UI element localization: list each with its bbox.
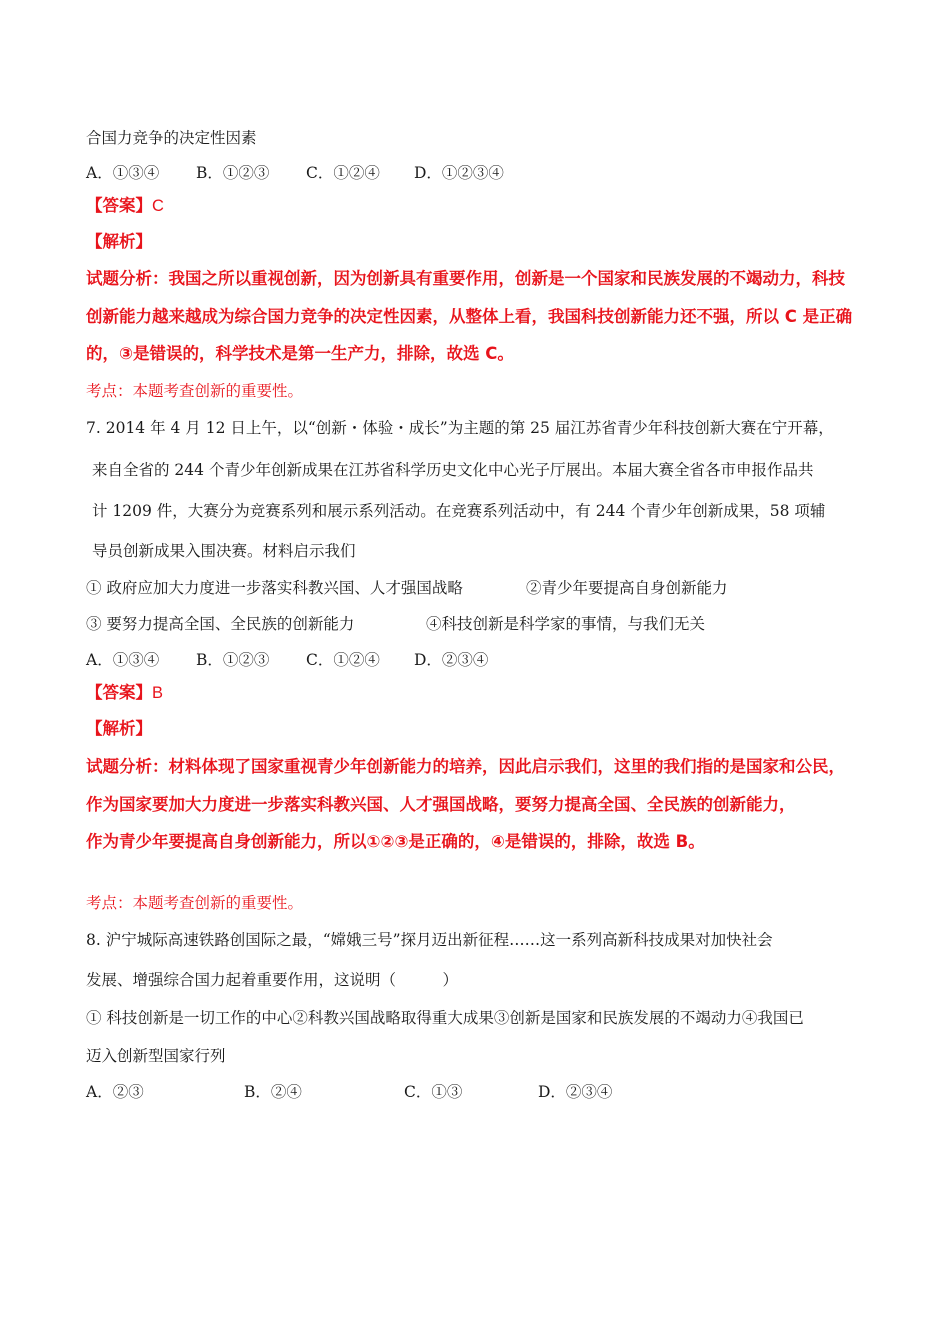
q8-stem-line-3: ① 科技创新是一切工作的中心②科教兴国战略取得重大成果③创新是国家和民族发展的不竭动力④我国已 [86, 1009, 804, 1027]
q7-statement-2: ②青少年要提高自身创新能力 [526, 579, 728, 597]
q8-option-b: B．②④ [244, 1083, 302, 1101]
q7-option-d: D．②③④ [414, 651, 489, 669]
q6-option-a: A．①③④ [86, 164, 160, 182]
q6-analysis-line-3: 的，③是错误的，科学技术是第一生产力，排除，故选 C。 [86, 344, 514, 363]
q7-statements-row-1 [86, 578, 728, 598]
q7-answer-value: B [152, 684, 164, 702]
q7-analysis-line-2: 作为国家要加大力度进一步落实科教兴国、人才强国战略，要努力提高全国、全民族的创新能力， [86, 795, 796, 814]
q7-analysis-tag: 【解析】 [86, 719, 152, 738]
q6-analysis-line-2: 创新能力越来越成为综合国力竞争的决定性因素，从整体上看，我国科技创新能力还不强，所以 C 是正确 [86, 307, 853, 326]
q8-option-d: D．②③④ [538, 1083, 613, 1101]
q7-option-b: B．①②③ [196, 651, 270, 669]
q6-options [86, 163, 504, 183]
q6-answer [86, 196, 164, 216]
q7-point: 考点：本题考查创新的重要性。 [86, 894, 304, 912]
q8-stem-line-2: 发展、增强综合国力起着重要作用，这说明（ ） [86, 971, 459, 989]
q6-stem-tail: 合国力竞争的决定性因素 [86, 129, 257, 147]
q7-stem-line-2: 来自全省的 244 个青少年创新成果在江苏省科学历史文化中心光子厅展出。本届大赛全省各市申报作品共 [92, 461, 814, 479]
q7-analysis-line-3: 作为青少年要提高自身创新能力，所以①②③是正确的，④是错误的，排除，故选 B。 [86, 832, 705, 851]
q7-stem-line-4: 导员创新成果入围决赛。材料启示我们 [92, 542, 356, 560]
q7-statement-4: ④科技创新是科学家的事情，与我们无关 [426, 615, 706, 633]
q7-statements-row-2 [86, 614, 705, 634]
q6-option-d: D．①②③④ [414, 164, 504, 182]
q6-analysis-line-1: 试题分析：我国之所以重视创新，因为创新具有重要作用，创新是一个国家和民族发展的不竭动力，科技 [86, 269, 845, 288]
q8-option-a: A．②③ [86, 1083, 144, 1101]
q7-options [86, 650, 488, 670]
q7-statement-3: ③ 要努力提高全国、全民族的创新能力 [86, 615, 355, 633]
q6-analysis-tag: 【解析】 [86, 232, 152, 251]
q7-option-c: C．①②④ [306, 651, 380, 669]
q6-answer-tag: 【答案】 [86, 196, 152, 215]
q7-answer-tag: 【答案】 [86, 683, 152, 702]
q8-stem-line-4: 迈入创新型国家行列 [86, 1047, 226, 1065]
q8-stem-line-1: 8. 沪宁城际高速铁路创国际之最，“嫦娥三号”探月迈出新征程……这一系列高新科技成果对加快社会 [86, 931, 773, 949]
q7-answer [86, 683, 163, 703]
q7-statement-1: ① 政府应加大力度进一步落实科教兴国、人才强国战略 [86, 579, 463, 597]
q6-option-c: C．①②④ [306, 164, 380, 182]
q7-option-a: A．①③④ [86, 651, 160, 669]
q7-analysis-line-1: 试题分析：材料体现了国家重视青少年创新能力的培养，因此启示我们，这里的我们指的是国家和公民， [86, 757, 845, 776]
q8-option-c: C．①③ [404, 1083, 463, 1101]
q6-point: 考点：本题考查创新的重要性。 [86, 382, 304, 400]
q7-stem-line-1: 7. 2014 年 4 月 12 日上午，以“创新・体验・成长”为主题的第 25 届江苏省青少年科技创新大赛在宁开幕， [86, 419, 834, 437]
q6-option-b: B．①②③ [196, 164, 270, 182]
q8-options [86, 1082, 612, 1102]
q7-stem-line-3: 计 1209 件，大赛分为竞赛系列和展示系列活动。在竞赛系列活动中，有 244 个青少年创新成果，58 项辅 [92, 502, 826, 520]
q6-answer-value: C [152, 197, 164, 215]
